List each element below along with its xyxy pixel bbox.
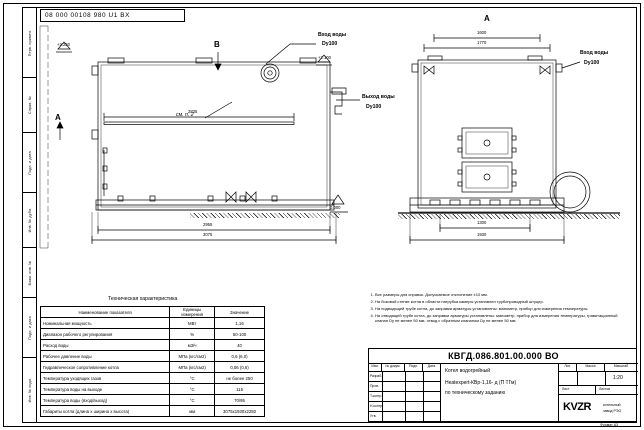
elevation-1: +2.250	[57, 42, 70, 47]
note-item: 1. Все размеры для справок. Допускаемое отклонение ±10 мм.	[375, 292, 630, 297]
company-line-1: котельный	[603, 403, 621, 407]
label-water-in-dn-right: Dу100	[584, 60, 600, 66]
spec-header-1: Единицы измерения	[170, 307, 215, 318]
lit-mass-scale-cell	[559, 364, 638, 423]
note-item: 4. На отводящей трубе котла, до заправки арматуры установлены: манометр, прибор для измерения температуры, гравитационный клапан Dу не менее 50 мм, отвод с обратным клапаном Dу не менее 50 мм.	[375, 313, 630, 324]
spec-cell: Температура воды на выходе	[41, 384, 170, 395]
spec-cell: °С	[170, 395, 215, 406]
spec-cell: мм	[170, 406, 215, 417]
spec-cell: Номинальная мощность	[41, 318, 170, 329]
section-title-A-right: А	[484, 14, 490, 23]
left-cell-label-2: Подп. и дата	[28, 150, 32, 175]
sheet-label: Лист	[562, 387, 570, 391]
spec-cell: не более 250	[215, 373, 265, 384]
label-water-in-left: Вход воды	[318, 32, 347, 38]
section-mark-A-left: A	[55, 113, 61, 122]
spec-cell: 1,16	[215, 318, 265, 329]
spec-cell: 115	[215, 384, 265, 395]
label-water-in-dn-left: Dу100	[322, 41, 338, 47]
dim-1770: 1770	[477, 40, 487, 45]
company-line-2: завод РЭО	[603, 409, 622, 413]
scale-value: 1:20	[613, 375, 623, 381]
dim-3075: 3075	[203, 232, 213, 237]
left-cell-label-4: Взам. инв. №	[28, 260, 32, 285]
spec-cell: Температура уходящих газов	[41, 373, 170, 384]
rev-col-header-0: Изм.	[369, 364, 382, 371]
spec-cell: 70/95	[215, 395, 265, 406]
dim-1300: 1300	[477, 220, 487, 225]
table-row	[41, 318, 265, 329]
section-mark-B: B	[214, 40, 220, 49]
product-name-cell	[441, 364, 559, 423]
table-row	[41, 340, 265, 351]
sheets-label: Листов	[599, 387, 611, 391]
spec-cell: Температура воды (вход/выход)	[41, 395, 170, 406]
product-note: по техническому заданию	[445, 390, 506, 396]
spec-table	[40, 306, 265, 417]
spec-cell: Рабочее давление воды	[41, 351, 170, 362]
spec-cell: МПа (кгс/см2)	[170, 362, 215, 373]
role-label: Утв.	[370, 414, 377, 418]
spec-cell: МПа (кгс/см2)	[170, 351, 215, 362]
dim-2955: 2955	[203, 222, 213, 227]
left-cell-label-6: Инв. № подл.	[28, 377, 32, 403]
rev-col-header-3: Дата	[427, 364, 436, 368]
spec-cell: 40	[215, 340, 265, 351]
spec-cell: Габариты котла (длина х ширина х высота)	[41, 406, 170, 417]
spec-cell: 3075х1930х2250	[215, 406, 265, 417]
left-cell-label-5: Подп. и дата	[28, 315, 32, 340]
rev-col-header-2: Подп.	[405, 364, 423, 371]
role-label: Пров.	[370, 384, 379, 388]
table-row	[41, 406, 265, 417]
callout-note-2: см. п. 2	[176, 112, 194, 118]
spec-cell: Гидравлическое сопротивление котла	[41, 362, 170, 373]
ground-hatch-right	[398, 214, 620, 219]
spec-cell: МВт	[170, 318, 215, 329]
label-water-out-dn-left: Dу100	[366, 104, 382, 110]
spec-header-2: Значение	[215, 307, 265, 318]
elevation-0: 0.000	[330, 205, 341, 210]
format-label: Формат А3	[600, 423, 619, 427]
ground-hatch-left	[190, 213, 340, 218]
spec-table-title: Техническая характеристика	[108, 296, 178, 302]
scale-header: Масштаб	[613, 364, 629, 368]
spec-cell: 0,06 (0,6)	[215, 362, 265, 373]
label-water-in-right: Вход воды	[580, 50, 609, 56]
table-row	[41, 351, 265, 362]
table-row	[41, 329, 265, 340]
elevation-2: +2.100	[318, 55, 331, 60]
title-block	[368, 348, 637, 422]
mass-header: Масса	[577, 364, 605, 371]
table-row	[41, 362, 265, 373]
label-water-out-left: Выход воды	[362, 94, 395, 100]
role-label: Н.контр.	[370, 404, 384, 408]
left-cell-label-1: Справ. №	[28, 96, 32, 114]
spec-cell: °С	[170, 373, 215, 384]
spec-cell: Расход воды	[41, 340, 170, 351]
spec-cell: °С	[170, 384, 215, 395]
revision-grid	[369, 364, 441, 423]
company-logo: KVZR	[563, 401, 591, 413]
spec-cell: Диапазон рабочего регулирования	[41, 329, 170, 340]
role-label: Т.контр.	[370, 394, 383, 398]
lit-header: Лит.	[559, 364, 577, 371]
document-code-text: 08 000 00108 980 U1 BX	[45, 12, 130, 19]
table-row	[41, 395, 265, 406]
drawing-number-cell	[369, 349, 638, 364]
drawing-number: КВГД.086.801.00.000 ВО	[448, 351, 559, 361]
product-type: Heatexpert-КВр-1,16- д (П ТГм)	[445, 380, 517, 386]
spec-header-row	[41, 307, 265, 318]
spec-cell: м3/ч	[170, 340, 215, 351]
left-cell-label-3: Инв. № дубл.	[28, 207, 32, 233]
spec-cell: 0,6 (6,0)	[215, 351, 265, 362]
company-cell	[559, 395, 638, 423]
dim-2835: 2835	[188, 109, 198, 114]
notes-list	[368, 292, 630, 325]
note-item: 3. На подводящей трубе котла, до заправки арматуры установлены: манометр, прибор для измерения температуры.	[375, 306, 630, 311]
dim-1600: 1600	[477, 30, 487, 35]
role-label: Разраб.	[370, 374, 383, 378]
rev-col-header-1: № докум.	[382, 364, 405, 371]
left-cell-label-0: Перв. примен.	[28, 29, 32, 56]
note-item: 2. На боковой стенке котла в области патрубка камеры установлен трубопроводный штуцер.	[375, 299, 630, 304]
spec-cell: 50-100	[215, 329, 265, 340]
table-row	[41, 373, 265, 384]
spec-cell: %	[170, 329, 215, 340]
dim-1930: 1930	[477, 232, 487, 237]
spec-header-0: Наименование показателя	[41, 307, 170, 318]
table-row	[41, 384, 265, 395]
product-name: Котел водогрейный	[445, 368, 491, 374]
